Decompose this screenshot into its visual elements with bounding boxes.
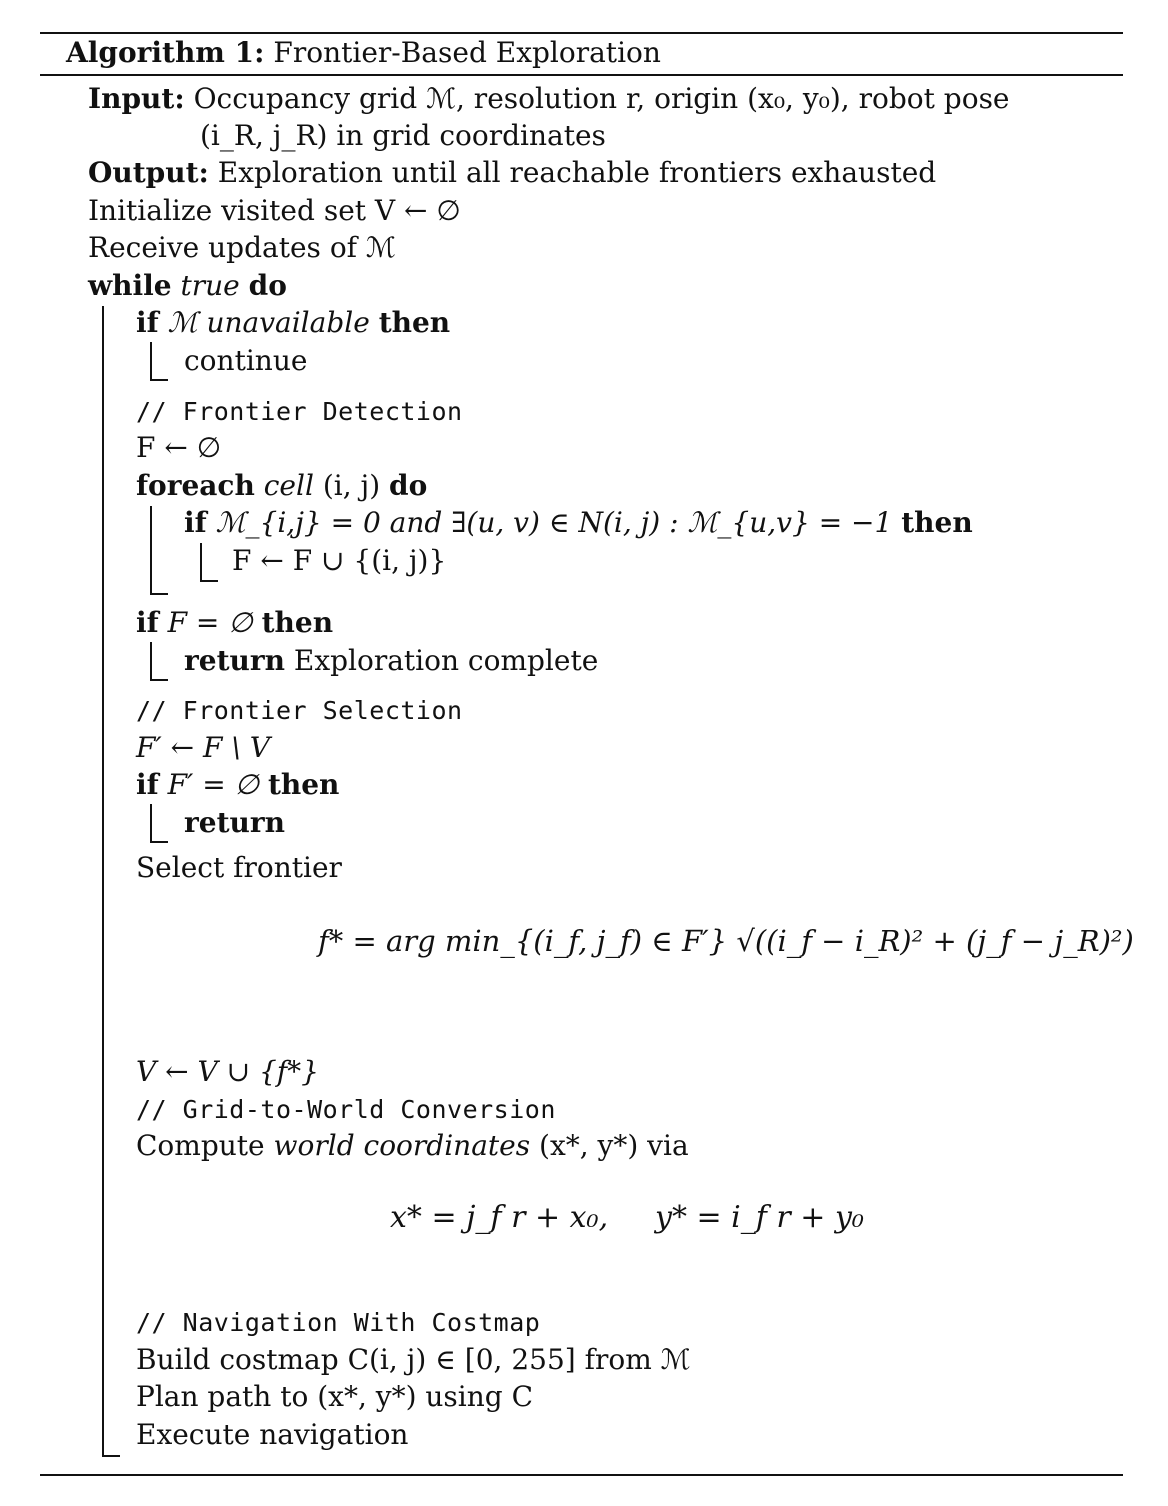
foreach-line [136,470,427,502]
caption-title: Frontier-Based Exploration [273,36,661,69]
if-empty-end [150,679,168,681]
build-costmap-line: Build costmap C(i, j) ∈ [0, 255] from ℳ [136,1343,691,1376]
input-label: Input: [88,82,185,115]
comment-navigation: // Navigation With Costmap [136,1308,541,1337]
if-frontier-bar [200,543,202,581]
if-fprime-bar [150,804,152,842]
input-line [88,83,1010,115]
foreach-block-end [150,593,168,595]
compute-suffix: (x*, y*) via [539,1129,689,1162]
caption-label: Algorithm 1: [66,36,265,69]
selection-equation: f* = arg min_{(i_f, j_f) ∈ F′} √((i_f − i_R)² + (j_f − j_R)²) [318,924,1134,958]
output-line [88,157,936,189]
while-keyword: while [88,269,172,302]
f-prime-line: F′ ← F \ V [136,731,270,764]
then-keyword: then [378,306,451,339]
if-empty-bar [150,642,152,680]
while-block-bar [102,306,104,1456]
frontier-condition: ℳ_{i,j} = 0 and ∃(u, v) ∈ N(i, j) : ℳ_{u,v} = −1 [215,506,893,539]
then-keyword: then [267,768,340,801]
compute-italic: world coordinates [273,1129,531,1162]
comment-frontier-detection: // Frontier Detection [136,397,463,426]
if-keyword: if [136,768,159,801]
if-condition: unavailable [206,306,370,339]
input-line-2: (i_R, j_R) in grid coordinates [200,119,606,152]
output-text: Exploration until all reachable frontiers exhausted [217,156,937,189]
bottom-rule [40,1474,1123,1476]
if-frontier-line [184,507,973,539]
receive-line: Receive updates of ℳ [88,231,396,264]
visited-update-line: V ← V ∪ {f*} [136,1055,319,1088]
return-line: return [184,806,285,839]
compute-prefix: Compute [136,1129,265,1162]
foreach-do: do [389,469,428,502]
foreach-condition: cell [263,469,314,502]
then-keyword: then [261,606,334,639]
select-line: Select frontier [136,851,342,884]
if-block-end [150,379,168,381]
continue-line: continue [184,344,308,377]
if-fprime-line [136,769,339,801]
foreach-block-bar [150,506,152,594]
if-unavailable-line [136,307,450,339]
if-fprime-end [150,841,168,843]
while-line [88,270,287,302]
map-symbol: ℳ [167,306,198,339]
foreach-keyword: foreach [136,469,255,502]
while-do: do [248,269,287,302]
comment-grid-to-world: // Grid-to-World Conversion [136,1095,556,1124]
world-x-equation: x* = j_f r + x₀, [390,1200,609,1235]
if-block-bar [150,342,152,380]
if-keyword: if [136,306,159,339]
compute-line [136,1130,689,1162]
if-keyword: if [136,606,159,639]
input-text-1: Occupancy grid ℳ, resolution r, origin (x₀, y₀), robot pose [193,82,1010,115]
frontier-init-line: F ← ∅ [136,431,222,464]
execute-line: Execute navigation [136,1418,409,1451]
output-label: Output: [88,156,209,189]
caption-rule [40,74,1123,76]
if-frontier-end [200,580,218,582]
if-keyword: if [184,506,207,539]
return-keyword: return [184,644,285,677]
foreach-args: (i, j) [322,469,381,502]
while-block-end [102,1455,120,1457]
return-complete-line [184,645,598,677]
empty-condition: F = ∅ [167,606,253,639]
plan-path-line: Plan path to (x*, y*) using C [136,1380,534,1413]
fprime-condition: F′ = ∅ [167,768,260,801]
init-line: Initialize visited set V ← ∅ [88,194,461,227]
while-condition: true [180,269,240,302]
if-empty-line [136,607,333,639]
then-keyword: then [901,506,973,539]
top-rule [40,32,1123,34]
world-y-equation: y* = i_f r + y₀ [655,1200,864,1235]
return-message: Exploration complete [293,644,599,677]
algorithm-caption [66,37,661,69]
frontier-add-line: F ← F ∪ {(i, j)} [232,544,447,577]
comment-frontier-selection: // Frontier Selection [136,696,463,725]
